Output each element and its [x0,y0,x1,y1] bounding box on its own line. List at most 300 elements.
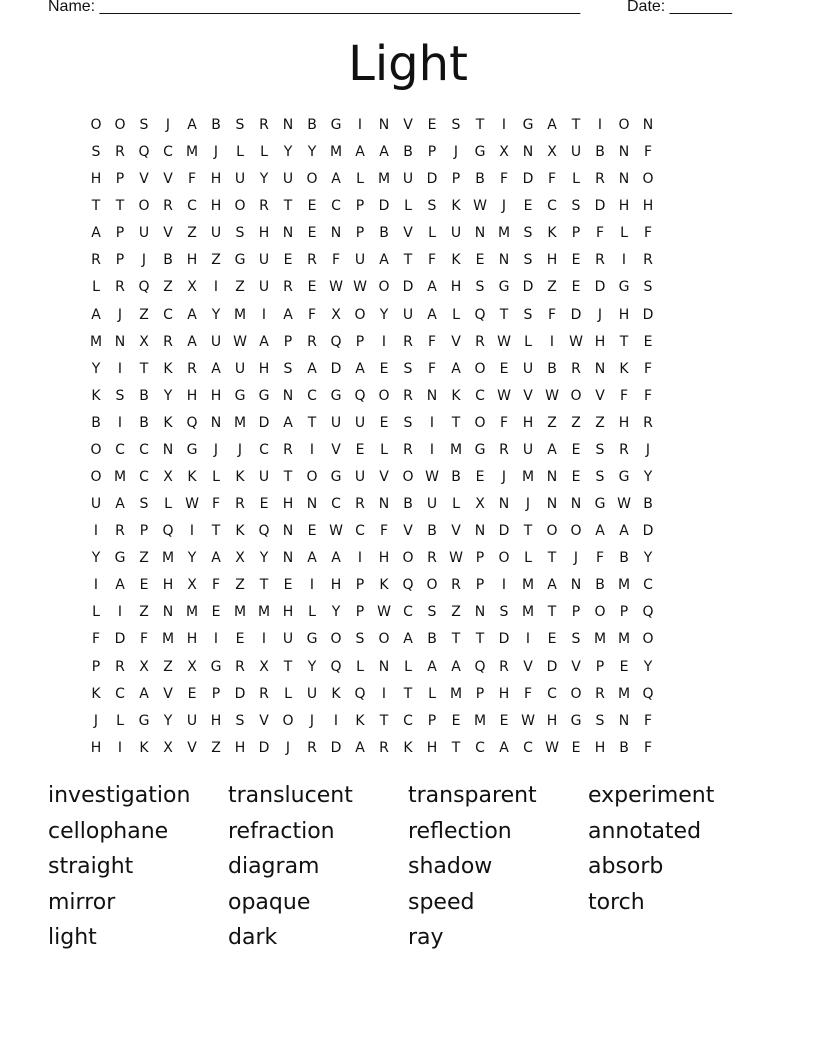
grid-letter: M [617,577,631,594]
grid-letter: V [523,387,533,404]
grid-letter: C [187,198,197,215]
grid-letter: E [499,360,509,377]
word-bank-item: shadow [408,854,493,880]
grid-letter: N [522,144,534,161]
grid-letter: X [475,496,485,513]
grid-letter: U [354,469,366,486]
grid-letter: B [307,117,317,133]
grid-letter: Y [163,387,173,404]
grid-letter: L [284,685,292,702]
grid-letter: J [213,441,219,458]
grid-letter: R [595,685,605,702]
grid-letter: M [377,171,391,188]
grid-letter: M [449,685,463,702]
grid-letter: D [570,306,582,323]
grid-row [84,572,740,599]
grid-letter: I [621,252,627,269]
grid-letter: R [115,279,125,296]
grid-letter: N [162,441,174,458]
grid-letter: C [163,144,173,161]
grid-letter: C [331,496,341,513]
grid-letter: S [571,198,581,215]
grid-letter: T [475,117,485,133]
grid-letter: Q [138,144,150,161]
grid-letter: W [545,387,559,404]
grid-letter: I [429,441,435,458]
grid-letter: E [547,631,557,648]
grid-letter: Z [235,279,245,296]
grid-letter: M [89,333,103,350]
grid-letter: C [523,739,533,756]
word-bank-item: cellophane [48,818,169,844]
grid-letter: I [261,306,267,323]
grid-letter: O [570,387,582,404]
grid-letter: H [378,550,390,567]
word-bank-item: transparent [408,783,537,808]
grid-letter: V [403,225,413,242]
grid-letter: X [163,469,173,486]
grid-letter: O [306,469,318,486]
page-title: Light [348,36,468,92]
grid-letter: S [595,712,605,729]
grid-letter: U [450,225,462,242]
grid-letter: R [643,252,653,269]
grid-letter: B [379,225,389,242]
grid-letter: P [619,604,629,621]
grid-letter: N [282,550,294,567]
grid-letter: B [475,171,485,188]
grid-letter: D [498,523,510,540]
grid-letter: O [138,198,150,215]
grid-letter: Z [139,550,149,567]
grid-letter: V [523,658,533,675]
grid-letter: L [620,225,628,242]
grid-letter: M [329,144,343,161]
grid-letter: C [139,469,149,486]
grid-letter: I [189,523,195,540]
grid-letter: H [210,198,222,215]
grid-letter: O [330,631,342,648]
grid-letter: J [165,117,171,133]
grid-letter: R [283,279,293,296]
grid-letter: P [115,171,125,188]
grid-letter: G [330,387,342,404]
grid-letter: I [117,604,123,621]
grid-letter: M [185,144,199,161]
grid-letter: P [355,198,365,215]
grid-letter: T [403,252,413,269]
grid-letter: E [427,117,437,133]
grid-letter: A [283,414,293,431]
grid-letter: Z [547,279,557,296]
grid-row [84,491,740,518]
grid-letter: F [211,496,221,513]
grid-row [84,410,740,437]
grid-letter: L [260,144,268,161]
grid-letter: N [474,604,486,621]
grid-letter: O [114,117,126,133]
grid-letter: A [211,360,221,377]
grid-letter: E [379,414,389,431]
grid-letter: D [378,198,390,215]
grid-letter: N [570,496,582,513]
grid-letter: R [619,441,629,458]
grid-letter: K [355,712,365,729]
grid-letter: M [257,604,271,621]
grid-letter: N [282,117,294,133]
grid-letter: Y [259,171,269,188]
word-bank-item: straight [48,854,134,880]
grid-letter: V [259,712,269,729]
grid-letter: K [187,469,197,486]
grid-letter: F [331,252,341,269]
grid-letter: A [619,523,629,540]
grid-letter: T [307,414,317,431]
grid-letter: S [283,360,293,377]
grid-letter: I [213,631,219,648]
grid-letter: E [643,333,653,350]
grid-letter: U [426,496,438,513]
grid-letter: X [187,658,197,675]
grid-letter: H [618,198,630,215]
grid-letter: F [139,631,149,648]
grid-letter: U [402,171,414,188]
grid-letter: D [234,685,246,702]
grid-letter: T [283,198,293,215]
grid-letter: J [525,496,531,513]
grid-letter: V [595,387,605,404]
grid-letter: W [329,279,343,296]
grid-letter: H [210,387,222,404]
grid-letter: E [235,631,245,648]
grid-letter: K [547,225,557,242]
grid-letter: A [451,658,461,675]
grid-letter: F [547,306,557,323]
grid-letter: Q [162,523,174,540]
grid-letter: P [427,712,437,729]
grid-letter: I [501,117,507,133]
grid-letter: J [117,306,123,323]
grid-row [84,681,740,708]
grid-letter: N [642,117,654,133]
grid-letter: I [117,360,123,377]
grid-letter: D [402,279,414,296]
grid-letter: I [597,117,603,133]
grid-letter: Z [187,225,197,242]
grid-letter: D [258,739,270,756]
grid-letter: A [403,631,413,648]
grid-letter: D [522,279,534,296]
grid-letter: N [474,523,486,540]
grid-letter: E [187,685,197,702]
grid-letter: N [498,252,510,269]
grid-letter: W [185,496,199,513]
grid-letter: M [233,414,247,431]
grid-letter: V [571,658,581,675]
grid-letter: Z [451,604,461,621]
grid-letter: O [546,523,558,540]
grid-letter: X [163,739,173,756]
grid-letter: I [357,117,363,133]
grid-letter: A [379,252,389,269]
grid-letter: B [619,739,629,756]
grid-letter: R [115,144,125,161]
grid-row [84,383,740,410]
grid-letter: U [522,441,534,458]
grid-letter: F [427,252,437,269]
grid-letter: Q [642,604,654,621]
grid-letter: M [185,604,199,621]
grid-letter: H [282,496,294,513]
grid-letter: U [570,144,582,161]
grid-letter: A [427,658,437,675]
grid-letter: W [497,387,511,404]
grid-letter: A [211,550,221,567]
grid-letter: H [210,171,222,188]
grid-letter: Q [402,577,414,594]
grid-letter: S [91,144,101,161]
grid-letter: T [259,577,269,594]
grid-letter: N [282,225,294,242]
grid-letter: Q [474,658,486,675]
grid-letter: K [235,523,245,540]
grid-letter: L [572,171,580,188]
grid-letter: M [161,631,175,648]
grid-letter: T [283,658,293,675]
grid-letter: L [116,712,124,729]
grid-letter: S [139,117,149,133]
grid-letter: V [451,333,461,350]
grid-letter: X [139,333,149,350]
grid-letter: L [428,225,436,242]
grid-letter: M [161,550,175,567]
grid-letter: J [285,739,291,756]
grid-letter: F [379,523,389,540]
grid-letter: E [307,198,317,215]
grid-letter: E [379,360,389,377]
grid-letter: P [451,171,461,188]
grid-letter: M [449,441,463,458]
grid-letter: O [282,712,294,729]
grid-letter: J [237,441,243,458]
word-bank-item: speed [408,889,475,915]
word-bank-item: ray [408,925,444,951]
grid-letter: U [330,414,342,431]
grid-letter: D [594,279,606,296]
grid-letter: Z [139,306,149,323]
grid-letter: T [547,550,557,567]
grid-letter: S [643,279,653,296]
grid-letter: N [282,387,294,404]
grid-letter: Y [187,550,197,567]
grid-letter: S [475,279,485,296]
grid-letter: P [355,577,365,594]
grid-letter: D [498,631,510,648]
grid-letter: N [570,577,582,594]
grid-letter: V [163,685,173,702]
grid-letter: Z [139,604,149,621]
grid-letter: N [618,171,630,188]
grid-letter: C [403,604,413,621]
grid-letter: H [426,739,438,756]
grid-letter: A [307,550,317,567]
grid-letter: I [117,414,123,431]
grid-letter: H [546,252,558,269]
grid-letter: G [138,712,150,729]
grid-letter: V [451,523,461,540]
grid-letter: U [210,333,222,350]
grid-letter: O [234,198,246,215]
grid-letter: C [259,441,269,458]
grid-letter: E [307,279,317,296]
grid-letter: R [163,333,173,350]
grid-letter: Z [235,577,245,594]
grid-letter: O [570,685,582,702]
grid-letter: B [139,414,149,431]
word-bank-item: refraction [228,818,335,844]
grid-letter: X [187,577,197,594]
grid-letter: L [404,198,412,215]
grid-letter: L [524,550,532,567]
grid-letter: B [211,117,221,133]
grid-letter: M [521,604,535,621]
grid-letter: L [356,658,364,675]
grid-letter: T [403,685,413,702]
name-field: Name: ______________________________________________________ [48,0,581,15]
grid-letter: Y [163,712,173,729]
grid-letter: A [187,333,197,350]
grid-letter: F [211,577,221,594]
grid-letter: S [595,469,605,486]
grid-letter: M [473,712,487,729]
grid-letter: L [92,604,100,621]
grid-row [84,654,740,681]
grid-letter: H [594,333,606,350]
grid-letter: G [522,117,534,133]
grid-letter: D [642,523,654,540]
grid-letter: J [213,144,219,161]
grid-letter: D [114,631,126,648]
grid-letter: F [643,144,653,161]
grid-letter: G [114,550,126,567]
grid-letter: D [642,306,654,323]
grid-letter: A [547,577,557,594]
grid-letter: G [618,469,630,486]
grid-letter: L [428,685,436,702]
grid-letter: K [403,739,413,756]
grid-row [84,464,740,491]
grid-letter: O [90,469,102,486]
grid-letter: F [499,171,509,188]
grid-letter: U [234,360,246,377]
grid-letter: V [403,117,413,133]
grid-letter: O [90,117,102,133]
grid-letter: H [186,252,198,269]
grid-letter: O [474,360,486,377]
grid-letter: P [115,252,125,269]
grid-letter: Z [547,414,557,431]
grid-letter: L [92,279,100,296]
grid-letter: B [427,523,437,540]
grid-letter: H [546,712,558,729]
grid-letter: C [547,198,557,215]
grid-letter: H [642,198,654,215]
grid-letter: A [595,523,605,540]
grid-letter: U [282,631,294,648]
grid-letter: L [380,441,388,458]
grid-letter: O [570,523,582,540]
grid-letter: O [306,171,318,188]
grid-letter: S [235,225,245,242]
grid-letter: Y [643,550,653,567]
grid-letter: N [282,523,294,540]
grid-letter: H [258,225,270,242]
grid-letter: A [379,144,389,161]
grid-letter: Q [354,685,366,702]
grid-letter: R [259,685,269,702]
grid-letter: H [330,577,342,594]
grid-letter: D [546,658,558,675]
grid-letter: B [595,577,605,594]
grid-letter: N [210,414,222,431]
grid-letter: T [211,523,221,540]
grid-letter: H [186,631,198,648]
grid-letter: F [523,685,533,702]
grid-letter: A [427,279,437,296]
grid-letter: K [331,685,341,702]
grid-letter: C [475,739,485,756]
grid-letter: I [549,333,555,350]
grid-letter: R [235,658,245,675]
word-search-grid [84,112,740,762]
grid-letter: R [259,198,269,215]
grid-letter: X [547,144,557,161]
grid-letter: R [571,360,581,377]
grid-row [84,708,740,735]
grid-row [84,139,740,166]
grid-letter: T [475,631,485,648]
grid-letter: H [234,739,246,756]
grid-letter: Y [331,604,341,621]
grid-letter: F [643,712,653,729]
grid-letter: Q [330,333,342,350]
grid-letter: A [331,171,341,188]
grid-letter: D [330,360,342,377]
word-bank [48,779,768,957]
grid-letter: T [499,306,509,323]
grid-letter: B [139,387,149,404]
grid-letter: W [329,523,343,540]
grid-letter: C [115,685,125,702]
grid-letter: F [643,225,653,242]
grid-letter: W [473,198,487,215]
grid-letter: L [452,306,460,323]
grid-letter: E [283,252,293,269]
grid-letter: T [379,712,389,729]
grid-letter: E [571,739,581,756]
grid-letter: B [403,496,413,513]
grid-letter: K [139,739,149,756]
grid-letter: R [499,441,509,458]
grid-letter: R [187,360,197,377]
grid-letter: G [474,441,486,458]
grid-letter: D [426,171,438,188]
grid-letter: G [186,441,198,458]
grid-letter: X [499,144,509,161]
grid-row [84,274,740,301]
grid-letter: H [450,279,462,296]
grid-letter: K [379,577,389,594]
